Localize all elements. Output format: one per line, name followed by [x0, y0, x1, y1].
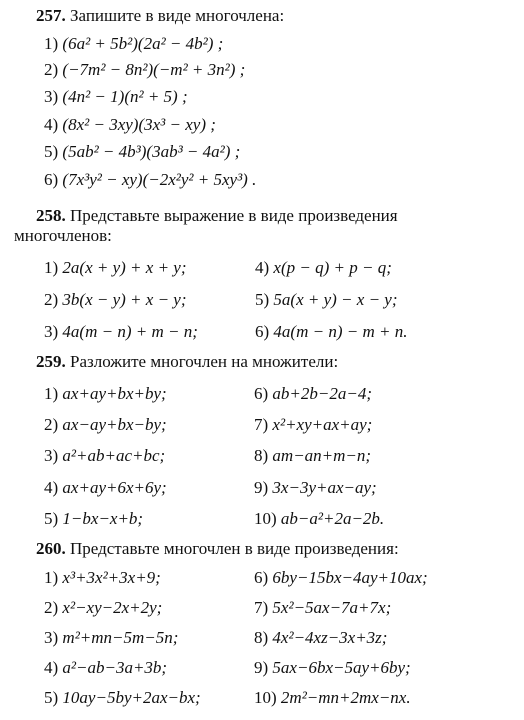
exercise-number: 257. — [36, 6, 66, 25]
exercise-item — [44, 290, 187, 310]
exercise-260-title — [36, 539, 399, 559]
exercise-item — [44, 384, 167, 404]
item-number: 7) — [254, 598, 269, 617]
item-expression: ax+ay+6x+6y; — [62, 478, 167, 497]
exercise-258-title-continued — [14, 226, 112, 246]
item-number: 4) — [44, 115, 59, 134]
item-expression: m²+mn−5m−5n; — [62, 628, 179, 647]
item-expression: 1−bx−x+b; — [62, 509, 144, 528]
exercise-item — [255, 322, 407, 342]
exercise-instruction: Представьте многочлен в виде произведения: — [70, 539, 399, 558]
exercise-number: 258. — [36, 206, 66, 225]
exercise-item — [255, 290, 398, 310]
exercise-instruction: Представьте выражение в виде произведения — [70, 206, 398, 225]
item-expression: ab+2b−2a−4; — [272, 384, 372, 403]
item-expression: 5a(x + y) − x − y; — [273, 290, 398, 309]
exercise-instruction: Разложите многочлен на множители: — [70, 352, 339, 371]
item-number: 9) — [254, 658, 269, 677]
exercise-item — [254, 415, 372, 435]
exercise-259-title — [36, 352, 338, 372]
item-number: 2) — [44, 60, 59, 79]
exercise-item — [44, 509, 143, 529]
exercise-258-title — [36, 206, 398, 226]
item-expression: 4x²−4xz−3x+3z; — [272, 628, 388, 647]
exercise-item — [44, 258, 187, 278]
exercise-item — [254, 478, 377, 498]
exercise-number: 259. — [36, 352, 66, 371]
item-expression: (7x³y² − xy)(−2x²y² + 5xy³) . — [62, 170, 257, 189]
exercise-257-title — [36, 6, 284, 26]
item-expression: x²+xy+ax+ay; — [272, 415, 373, 434]
item-expression: x²−xy−2x+2y; — [62, 598, 163, 617]
item-expression: (4n² − 1)(n² + 5) ; — [62, 87, 188, 106]
item-expression: (8x² − 3xy)(3x³ − xy) ; — [62, 115, 216, 134]
item-expression: ab−a²+2a−2b. — [280, 509, 385, 528]
item-expression: x³+3x²+3x+9; — [62, 568, 161, 587]
item-expression: 2a(x + y) + x + y; — [62, 258, 187, 277]
item-number: 4) — [255, 258, 270, 277]
item-expression: 5x²−5ax−7a+7x; — [272, 598, 392, 617]
item-expression: a²+ab+ac+bc; — [62, 446, 166, 465]
item-expression: (6a² + 5b²)(2a² − 4b²) ; — [62, 34, 224, 53]
item-number: 2) — [44, 415, 59, 434]
exercise-item — [44, 34, 223, 54]
item-expression: 4a(m − n) − m + n. — [273, 322, 408, 341]
exercise-item — [44, 60, 245, 80]
item-expression: (5ab² − 4b³)(3ab³ − 4a²) ; — [62, 142, 241, 161]
item-number: 2) — [44, 290, 59, 309]
item-expression: 2m²−mn+2mx−nx. — [280, 688, 411, 707]
item-number: 4) — [44, 478, 59, 497]
item-number: 5) — [255, 290, 270, 309]
item-number: 1) — [44, 34, 59, 53]
item-number: 5) — [44, 142, 59, 161]
exercise-item — [254, 598, 391, 618]
item-number: 8) — [254, 446, 269, 465]
item-number: 3) — [44, 446, 59, 465]
item-number: 3) — [44, 322, 59, 341]
item-expression: a²−ab−3a+3b; — [62, 658, 168, 677]
item-number: 10) — [254, 509, 277, 528]
item-expression: am−an+m−n; — [272, 446, 372, 465]
item-number: 5) — [44, 688, 59, 707]
exercise-item — [44, 115, 216, 135]
item-expression: 3b(x − y) + x − y; — [62, 290, 187, 309]
item-number: 4) — [44, 658, 59, 677]
exercise-item — [44, 568, 161, 588]
item-number: 6) — [254, 568, 269, 587]
exercise-number: 260. — [36, 539, 66, 558]
item-number: 2) — [44, 598, 59, 617]
item-number: 1) — [44, 568, 59, 587]
exercise-item — [254, 688, 411, 708]
exercise-item — [44, 688, 201, 708]
exercise-item — [254, 628, 387, 648]
exercise-item — [254, 446, 371, 466]
exercise-item — [255, 258, 392, 278]
item-expression: x(p − q) + p − q; — [273, 258, 392, 277]
item-number: 6) — [255, 322, 270, 341]
item-expression: ax+ay+bx+by; — [62, 384, 167, 403]
exercise-item — [44, 87, 188, 107]
item-number: 6) — [44, 170, 59, 189]
item-number: 8) — [254, 628, 269, 647]
item-expression: 5ax−6bx−5ay+6by; — [272, 658, 411, 677]
exercise-item — [254, 568, 428, 588]
item-number: 3) — [44, 87, 59, 106]
exercise-item — [254, 384, 372, 404]
exercise-item — [254, 509, 384, 529]
exercise-item — [44, 478, 167, 498]
item-number: 10) — [254, 688, 277, 707]
item-number: 9) — [254, 478, 269, 497]
item-expression: 3x−3y+ax−ay; — [272, 478, 377, 497]
item-number: 3) — [44, 628, 59, 647]
item-number: 1) — [44, 258, 59, 277]
item-expression: 4a(m − n) + m − n; — [62, 322, 198, 341]
exercise-item — [44, 628, 178, 648]
exercise-item — [44, 322, 198, 342]
exercise-instruction: Запишите в виде многочлена: — [70, 6, 285, 25]
item-number: 6) — [254, 384, 269, 403]
item-expression: ax−ay+bx−by; — [62, 415, 167, 434]
exercise-item — [44, 446, 165, 466]
exercise-item — [44, 598, 162, 618]
exercise-item — [44, 142, 240, 162]
item-number: 5) — [44, 509, 59, 528]
exercise-item — [44, 658, 167, 678]
item-expression: (−7m² − 8n²)(−m² + 3n²) ; — [62, 60, 246, 79]
item-expression: 10ay−5by+2ax−bx; — [62, 688, 201, 707]
item-expression: 6by−15bx−4ay+10ax; — [272, 568, 428, 587]
exercise-instruction-line2: многочленов: — [14, 226, 112, 245]
exercise-item — [254, 658, 411, 678]
item-number: 7) — [254, 415, 269, 434]
exercise-item — [44, 170, 256, 190]
exercise-item — [44, 415, 167, 435]
item-number: 1) — [44, 384, 59, 403]
